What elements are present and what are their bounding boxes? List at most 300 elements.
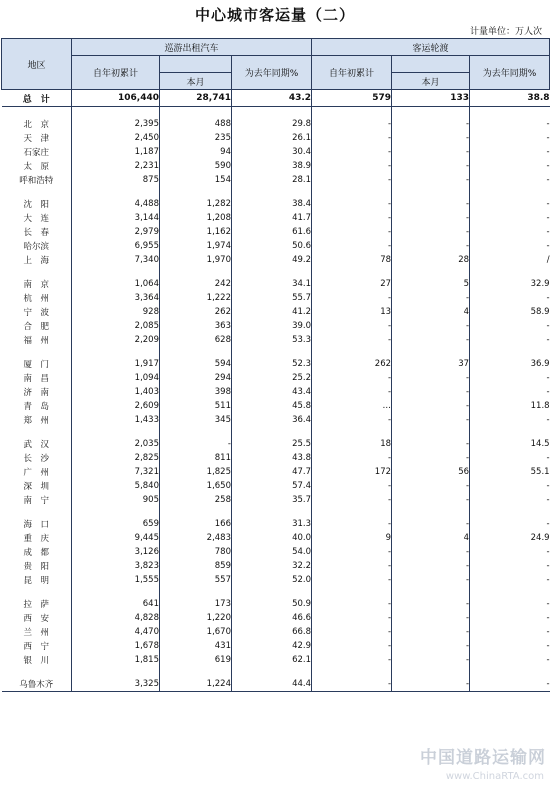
t-yoy-cell: 35.7 (232, 493, 312, 507)
table-row (2, 211, 550, 225)
table-row (2, 145, 550, 159)
region-cell: 西 安 (23, 614, 49, 624)
f-yoy-cell: - (470, 225, 550, 239)
t-yoy-cell: 49.2 (232, 253, 312, 267)
t-yoy-cell: 54.0 (232, 545, 312, 559)
f-cum-cell: 27 (312, 277, 392, 291)
f-mon-cell: - (392, 291, 470, 305)
table-row (2, 479, 550, 493)
f-mon-cell: 4 (392, 305, 470, 319)
f-yoy-cell: - (470, 639, 550, 653)
region-cell: 北 京 (23, 120, 49, 130)
f-mon-cell: - (392, 197, 470, 211)
t-mon-cell: 1,670 (160, 625, 232, 639)
f-mon-cell: - (392, 611, 470, 625)
t-yoy-cell: 28.1 (232, 173, 312, 187)
f-mon-cell: - (392, 437, 470, 451)
region-cell: 福 州 (23, 336, 49, 346)
t-yoy-cell: 32.2 (232, 559, 312, 573)
spacer-cell (392, 587, 470, 597)
region-cell: 南 昌 (23, 374, 49, 384)
spacer-cell (232, 667, 312, 677)
t-mon-cell: 294 (160, 371, 232, 385)
spacer-cell (312, 507, 392, 517)
f-mon-cell: - (392, 399, 470, 413)
f-yoy-cell: 24.9 (470, 531, 550, 545)
spacer-cell (312, 587, 392, 597)
region-cell: 贵 阳 (23, 562, 49, 572)
t-mon-cell: 2,483 (160, 531, 232, 545)
t-cum-cell: 1,433 (72, 413, 160, 427)
spacer-cell (72, 107, 160, 118)
t-yoy-cell: 42.9 (232, 639, 312, 653)
t-yoy-cell: 34.1 (232, 277, 312, 291)
f-cum-cell: 18 (312, 437, 392, 451)
table-title: 中心城市客运量（二） (194, 6, 355, 24)
f-yoy-cell: / (470, 253, 550, 267)
region-cell: 南 宁 (23, 496, 49, 506)
region-cell: 杭 州 (23, 294, 49, 304)
t-cum-cell: 7,340 (72, 253, 160, 267)
t-cum-cell: 3,126 (72, 545, 160, 559)
header-taxi: 巡游出租汽车 (72, 39, 312, 56)
t-cum-cell: 1,678 (72, 639, 160, 653)
spacer-cell (160, 107, 232, 118)
region-cell: 济 南 (23, 388, 49, 398)
t-mon-cell: 557 (160, 573, 232, 587)
table-row (2, 493, 550, 507)
spacer-cell (160, 347, 232, 357)
f-cum-cell: - (312, 573, 392, 587)
spacer-cell (160, 187, 232, 197)
f-yoy-cell: - (470, 211, 550, 225)
spacer-cell (312, 427, 392, 437)
f-mon-cell: - (392, 159, 470, 173)
f-yoy-cell: - (470, 597, 550, 611)
region-cell: 石家庄 (23, 148, 49, 158)
f-yoy-cell: - (470, 333, 550, 347)
t-cum-cell: 3,144 (72, 211, 160, 225)
t-yoy-cell: 38.4 (232, 197, 312, 211)
t-cum-cell: 3,364 (72, 291, 160, 305)
table-row (2, 517, 550, 531)
f-mon-cell: - (392, 145, 470, 159)
table-row (2, 625, 550, 639)
group-spacer (2, 107, 550, 118)
spacer-cell (72, 427, 160, 437)
region-cell: 兰 州 (23, 628, 49, 638)
t-cum-cell: 106,440 (72, 90, 160, 107)
region-cell: 合 肥 (23, 322, 49, 332)
t-mon-cell: 235 (160, 131, 232, 145)
f-yoy-cell: - (470, 117, 550, 131)
region-cell: 沈 阳 (23, 200, 49, 210)
table-row (2, 291, 550, 305)
f-yoy-cell: - (470, 371, 550, 385)
f-cum-cell: - (312, 211, 392, 225)
f-mon-cell: - (392, 545, 470, 559)
f-cum-cell: - (312, 611, 392, 625)
f-cum-cell: 9 (312, 531, 392, 545)
header-taxi-month: 本月 (160, 73, 232, 90)
group-spacer (2, 347, 550, 357)
t-cum-cell: 1,187 (72, 145, 160, 159)
f-yoy-cell: 14.5 (470, 437, 550, 451)
t-cum-cell: 2,395 (72, 117, 160, 131)
t-mon-cell: 154 (160, 173, 232, 187)
spacer-cell (392, 187, 470, 197)
f-cum-cell: - (312, 117, 392, 131)
f-yoy-cell: - (470, 479, 550, 493)
table-row (2, 371, 550, 385)
t-yoy-cell: 52.0 (232, 573, 312, 587)
t-yoy-cell: 43.2 (232, 90, 312, 107)
group-spacer (2, 427, 550, 437)
f-yoy-cell: 11.8 (470, 399, 550, 413)
t-yoy-cell: 53.3 (232, 333, 312, 347)
spacer-cell (72, 187, 160, 197)
f-yoy-cell: - (470, 545, 550, 559)
f-cum-cell: - (312, 371, 392, 385)
f-yoy-cell: - (470, 385, 550, 399)
spacer-cell (232, 507, 312, 517)
spacer-cell (312, 347, 392, 357)
f-cum-cell: - (312, 173, 392, 187)
t-mon-cell: 1,162 (160, 225, 232, 239)
table-row (2, 653, 550, 667)
spacer-cell (470, 267, 550, 277)
t-cum-cell: 1,555 (72, 573, 160, 587)
f-cum-cell: - (312, 625, 392, 639)
f-mon-cell: - (392, 333, 470, 347)
t-cum-cell: 4,470 (72, 625, 160, 639)
t-mon-cell: 1,650 (160, 479, 232, 493)
t-cum-cell: 1,403 (72, 385, 160, 399)
t-mon-cell: 1,825 (160, 465, 232, 479)
table-row (2, 131, 550, 145)
region-cell: 拉 萨 (23, 600, 49, 610)
f-yoy-cell: - (470, 559, 550, 573)
t-cum-cell: 2,035 (72, 437, 160, 451)
t-yoy-cell: 61.6 (232, 225, 312, 239)
spacer-cell (312, 267, 392, 277)
header-taxi-month-spacer (160, 56, 232, 73)
region-cell: 海 口 (23, 520, 49, 530)
header-ferry-cumulative: 自年初累计 (312, 56, 392, 90)
region-cell: 银 川 (23, 656, 49, 666)
region-cell: 呼和浩特 (19, 176, 54, 186)
t-cum-cell: 9,445 (72, 531, 160, 545)
t-yoy-cell: 57.4 (232, 479, 312, 493)
f-mon-cell: - (392, 451, 470, 465)
t-yoy-cell: 26.1 (232, 131, 312, 145)
f-cum-cell: 78 (312, 253, 392, 267)
spacer-cell (470, 347, 550, 357)
t-mon-cell: 166 (160, 517, 232, 531)
f-cum-cell: 13 (312, 305, 392, 319)
t-cum-cell: 5,840 (72, 479, 160, 493)
spacer-cell (232, 107, 312, 118)
t-cum-cell: 6,955 (72, 239, 160, 253)
t-mon-cell: 1,974 (160, 239, 232, 253)
t-cum-cell: 641 (72, 597, 160, 611)
spacer-cell (470, 507, 550, 517)
f-cum-cell: … (312, 399, 392, 413)
t-cum-cell: 4,488 (72, 197, 160, 211)
t-mon-cell: 173 (160, 597, 232, 611)
f-mon-cell: - (392, 211, 470, 225)
table-row (2, 611, 550, 625)
f-cum-cell: - (312, 291, 392, 305)
spacer-cell (232, 587, 312, 597)
f-yoy-cell: - (470, 493, 550, 507)
spacer-cell (470, 587, 550, 597)
table-row (2, 597, 550, 611)
t-cum-cell: 905 (72, 493, 160, 507)
header-taxi-yoy: 为去年同期% (232, 56, 312, 90)
t-yoy-cell: 38.9 (232, 159, 312, 173)
f-cum-cell: - (312, 639, 392, 653)
f-mon-cell: - (392, 597, 470, 611)
region-cell: 深 圳 (23, 482, 49, 492)
f-yoy-cell: - (470, 145, 550, 159)
region-cell: 上 海 (23, 256, 49, 266)
f-mon-cell: - (392, 639, 470, 653)
f-cum-cell: - (312, 653, 392, 667)
t-yoy-cell: 43.4 (232, 385, 312, 399)
f-cum-cell: - (312, 413, 392, 427)
f-mon-cell: - (392, 677, 470, 692)
t-yoy-cell: 31.3 (232, 517, 312, 531)
group-spacer (2, 587, 550, 597)
header-ferry-month-spacer (392, 56, 470, 73)
passenger-volume-table (1, 38, 550, 692)
spacer-cell (392, 347, 470, 357)
f-mon-cell: - (392, 319, 470, 333)
t-cum-cell: 1,064 (72, 277, 160, 291)
region-cell: 武 汉 (23, 440, 49, 450)
t-mon-cell: 780 (160, 545, 232, 559)
spacer-cell (470, 667, 550, 677)
region-cell: 大 连 (23, 214, 49, 224)
spacer-cell (160, 507, 232, 517)
f-mon-cell: - (392, 625, 470, 639)
t-cum-cell: 3,325 (72, 677, 160, 692)
f-mon-cell: - (392, 225, 470, 239)
header-ferry-month: 本月 (392, 73, 470, 90)
spacer-cell (392, 507, 470, 517)
t-mon-cell: 511 (160, 399, 232, 413)
t-mon-cell: 345 (160, 413, 232, 427)
t-yoy-cell: 36.4 (232, 413, 312, 427)
spacer-cell (232, 267, 312, 277)
t-yoy-cell: 43.8 (232, 451, 312, 465)
spacer-cell (160, 667, 232, 677)
spacer-cell (160, 427, 232, 437)
f-yoy-cell: - (470, 517, 550, 531)
t-cum-cell: 7,321 (72, 465, 160, 479)
spacer-cell (470, 107, 550, 118)
f-yoy-cell: 38.8 (470, 90, 550, 107)
spacer-cell (72, 667, 160, 677)
t-cum-cell: 3,823 (72, 559, 160, 573)
spacer-cell (2, 267, 72, 277)
t-cum-cell: 2,979 (72, 225, 160, 239)
f-yoy-cell: 58.9 (470, 305, 550, 319)
spacer-cell (2, 187, 72, 197)
f-cum-cell: - (312, 493, 392, 507)
table-row (2, 319, 550, 333)
f-yoy-cell: - (470, 239, 550, 253)
t-yoy-cell: 45.8 (232, 399, 312, 413)
region-cell: 哈尔滨 (23, 242, 49, 252)
f-mon-cell: - (392, 573, 470, 587)
f-cum-cell: - (312, 145, 392, 159)
t-mon-cell: 242 (160, 277, 232, 291)
header-region: 地区 (2, 39, 72, 90)
t-yoy-cell: 29.8 (232, 117, 312, 131)
region-cell: 青 岛 (23, 402, 49, 412)
spacer-cell (232, 347, 312, 357)
region-cell: 昆 明 (23, 576, 49, 586)
table-row (2, 239, 550, 253)
total-row (2, 90, 550, 107)
group-spacer (2, 267, 550, 277)
t-mon-cell: 1,282 (160, 197, 232, 211)
t-cum-cell: 2,085 (72, 319, 160, 333)
f-yoy-cell: - (470, 573, 550, 587)
f-mon-cell: - (392, 173, 470, 187)
table-row (2, 437, 550, 451)
f-mon-cell: - (392, 117, 470, 131)
spacer-cell (2, 507, 72, 517)
region-cell: 宁 波 (23, 308, 49, 318)
t-yoy-cell: 41.2 (232, 305, 312, 319)
spacer-cell (312, 667, 392, 677)
unit-label: 计量单位：万人次 (469, 27, 542, 37)
t-mon-cell: 258 (160, 493, 232, 507)
spacer-cell (232, 427, 312, 437)
table-row (2, 225, 550, 239)
f-mon-cell: 28 (392, 253, 470, 267)
table-row (2, 677, 550, 692)
region-cell: 南 京 (23, 280, 49, 290)
t-mon-cell: 1,222 (160, 291, 232, 305)
f-cum-cell: - (312, 131, 392, 145)
region-cell: 广 州 (23, 468, 49, 478)
region-cell: 成 都 (23, 548, 49, 558)
f-cum-cell: - (312, 559, 392, 573)
f-cum-cell: - (312, 333, 392, 347)
region-cell: 郑 州 (23, 416, 49, 426)
group-spacer (2, 667, 550, 677)
f-cum-cell: - (312, 225, 392, 239)
spacer-cell (392, 107, 470, 118)
spacer-cell (232, 187, 312, 197)
t-mon-cell: 811 (160, 451, 232, 465)
f-yoy-cell: - (470, 159, 550, 173)
table-row (2, 465, 550, 479)
spacer-cell (2, 427, 72, 437)
spacer-cell (2, 667, 72, 677)
f-yoy-cell: - (470, 413, 550, 427)
spacer-cell (72, 587, 160, 597)
f-mon-cell: - (392, 371, 470, 385)
f-yoy-cell: - (470, 451, 550, 465)
f-yoy-cell: - (470, 653, 550, 667)
region-cell: 天 津 (23, 134, 49, 144)
f-yoy-cell: 36.9 (470, 357, 550, 371)
table-row (2, 253, 550, 267)
f-cum-cell: - (312, 451, 392, 465)
t-mon-cell: 590 (160, 159, 232, 173)
table-row (2, 277, 550, 291)
t-yoy-cell: 50.9 (232, 597, 312, 611)
f-mon-cell: - (392, 239, 470, 253)
watermark-logo-text: 中国道路运输网 (420, 748, 546, 768)
t-cum-cell: 4,828 (72, 611, 160, 625)
spacer-cell (392, 667, 470, 677)
t-cum-cell: 2,609 (72, 399, 160, 413)
t-yoy-cell: 47.7 (232, 465, 312, 479)
t-yoy-cell: 46.6 (232, 611, 312, 625)
f-cum-cell: - (312, 517, 392, 531)
f-cum-cell: 579 (312, 90, 392, 107)
t-yoy-cell: 25.5 (232, 437, 312, 451)
spacer-cell (470, 427, 550, 437)
table-row (2, 573, 550, 587)
t-mon-cell: 398 (160, 385, 232, 399)
table-row (2, 559, 550, 573)
f-mon-cell: - (392, 559, 470, 573)
t-mon-cell: 363 (160, 319, 232, 333)
f-yoy-cell: - (470, 173, 550, 187)
t-mon-cell: 262 (160, 305, 232, 319)
f-mon-cell: - (392, 385, 470, 399)
f-yoy-cell: - (470, 197, 550, 211)
table-body (2, 90, 550, 692)
header-ferry: 客运轮渡 (312, 39, 550, 56)
f-cum-cell: - (312, 479, 392, 493)
t-cum-cell: 2,450 (72, 131, 160, 145)
f-cum-cell: 172 (312, 465, 392, 479)
table-row (2, 639, 550, 653)
t-mon-cell: 94 (160, 145, 232, 159)
region-cell: 长 沙 (23, 454, 49, 464)
spacer-cell (160, 587, 232, 597)
f-mon-cell: 37 (392, 357, 470, 371)
f-mon-cell: - (392, 413, 470, 427)
spacer-cell (312, 187, 392, 197)
f-cum-cell: - (312, 197, 392, 211)
t-mon-cell: 28,741 (160, 90, 232, 107)
f-cum-cell: 262 (312, 357, 392, 371)
table-row (2, 385, 550, 399)
header-taxi-cumulative: 自年初累计 (72, 56, 160, 90)
f-cum-cell: - (312, 319, 392, 333)
spacer-cell (470, 187, 550, 197)
group-spacer (2, 187, 550, 197)
t-mon-cell: 859 (160, 559, 232, 573)
f-cum-cell: - (312, 385, 392, 399)
t-mon-cell: 594 (160, 357, 232, 371)
f-mon-cell: - (392, 493, 470, 507)
t-cum-cell: 1,917 (72, 357, 160, 371)
f-yoy-cell: 55.1 (470, 465, 550, 479)
t-yoy-cell: 41.7 (232, 211, 312, 225)
t-mon-cell: 488 (160, 117, 232, 131)
t-mon-cell: - (160, 437, 232, 451)
